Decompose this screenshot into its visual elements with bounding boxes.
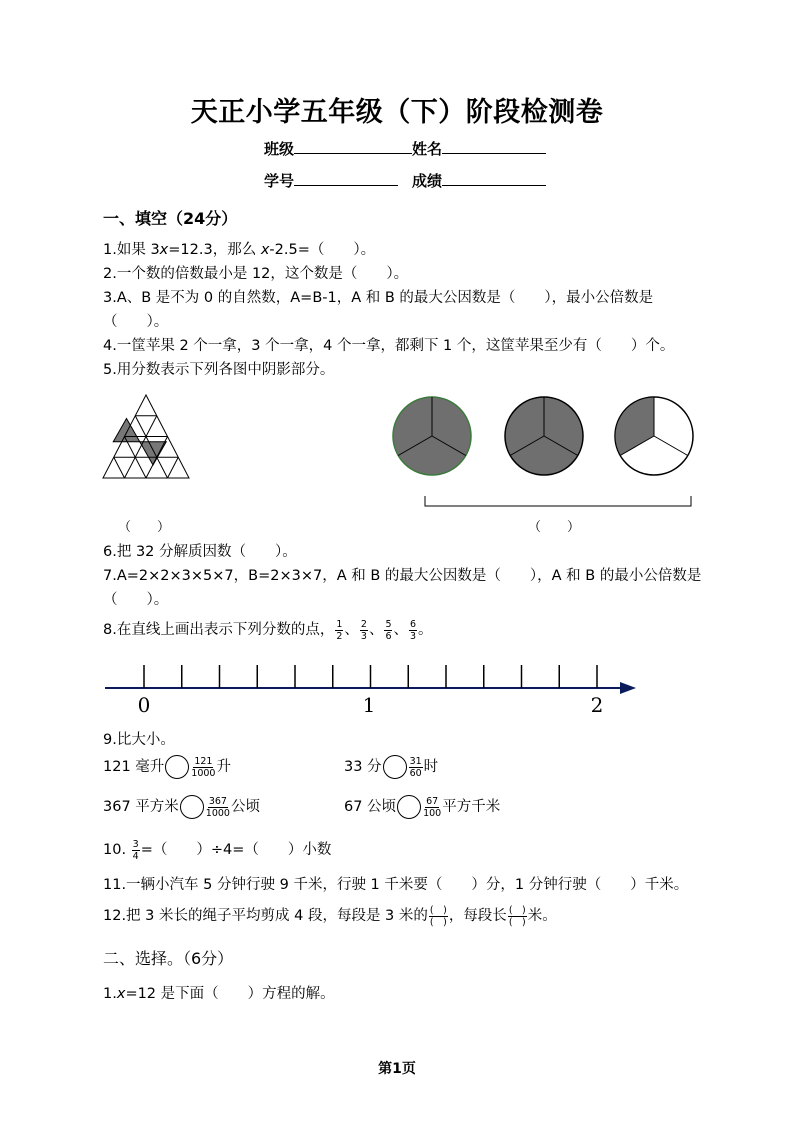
question-12: 12.把 3 米长的绳子平均剪成 4 段，每段是 3 米的 $\frac{( )}{( )}$ ，每段长 $\frac{( )}{( )}$ 米。 xyxy=(103,904,557,928)
number-line-label-0: 0 xyxy=(137,693,151,717)
triangle-figure xyxy=(100,388,192,482)
fraction-3: $\frac{5}{6}$ xyxy=(385,618,392,642)
q5-answer-left[interactable]: （ ） xyxy=(118,520,171,535)
fraction-4: $\frac{6}{3}$ xyxy=(409,618,417,642)
question-1: 1.如果 3x=12.3，那么 x-2.5=（ ）。 xyxy=(103,242,376,258)
compare-1b: 33 分 $\frac{31}{60}$ 时 xyxy=(344,755,439,779)
question-5: 5.用分数表示下列各图中阴影部分。 xyxy=(103,362,335,378)
section2-question-1: 1.x=12 是下面（ ）方程的解。 xyxy=(103,986,335,1002)
page-title: 天正小学五年级（下）阶段检测卷 xyxy=(190,97,604,128)
score-label: 成绩 xyxy=(412,172,443,190)
compare-1a: 121 毫升 $\frac{121}{1000}$ 升 xyxy=(103,755,231,779)
question-11: 11.一辆小汽车 5 分钟行驶 9 千米，行驶 1 千米要（ ）分，1 分钟行驶（ ）千米。 xyxy=(103,877,689,893)
circle-figure-3 xyxy=(612,394,696,478)
shaded-triangle-2 xyxy=(140,442,167,465)
question-3-line1: 3.A、B 是不为 0 的自然数，A=B-1，A 和 B 的最大公因数是（ ），最小公倍数是 xyxy=(103,290,654,306)
question-6: 6.把 32 分解质因数（ ）。 xyxy=(103,544,297,560)
page-number: 第1页 xyxy=(378,1061,416,1077)
name-blank[interactable] xyxy=(442,139,546,154)
question-2: 2.一个数的倍数最小是 12，这个数是（ ）。 xyxy=(103,266,409,282)
name-label: 姓名 xyxy=(412,140,443,158)
score-blank[interactable] xyxy=(442,171,546,186)
compare-2a: 367 平方米 $\frac{367}{1000}$ 公顷 xyxy=(103,795,260,819)
id-score-row xyxy=(264,170,546,191)
section2-heading: 二、选择。（6分） xyxy=(103,949,234,968)
question-7-line2: （ ）。 xyxy=(103,592,169,608)
question-4: 4.一筐苹果 2 个一拿，3 个一拿，4 个一拿，都剩下 1 个，这筐苹果至少有（ ）个。 xyxy=(103,338,675,354)
question-10: 10. $\frac{3}{4}$ =（ ）÷4=（ ）小数 xyxy=(103,838,332,862)
brace xyxy=(420,494,696,514)
fraction-1: $\frac{1}{2}$ xyxy=(336,618,343,642)
compare-circle[interactable] xyxy=(383,755,407,779)
fraction-2: $\frac{2}{3}$ xyxy=(360,618,367,642)
section1-heading: 一、填空（24分） xyxy=(103,209,238,228)
circle-figure-2 xyxy=(502,394,586,478)
class-blank[interactable] xyxy=(294,139,412,154)
compare-circle[interactable] xyxy=(165,755,189,779)
q5-answer-right[interactable]: （ ） xyxy=(528,520,581,535)
question-3-line2: （ ）。 xyxy=(103,314,169,330)
circle-figure-1 xyxy=(390,394,474,478)
compare-2b: 67 公顷 $\frac{67}{100}$ 平方千米 xyxy=(344,795,501,819)
question-8: 8.在直线上画出表示下列分数的点， $\frac{1}{2}$ 、 $\frac{2}{3}$ 、 $\frac{5}{6}$ 、 $\frac{6}{3}$ 。 xyxy=(103,618,433,642)
id-blank[interactable] xyxy=(294,171,398,186)
question-9-heading: 9.比大小。 xyxy=(103,732,175,748)
class-name-row xyxy=(264,138,546,159)
id-label: 学号 xyxy=(264,172,295,190)
number-line[interactable] xyxy=(100,660,640,720)
shaded-triangle-1 xyxy=(113,419,140,442)
class-label: 班级 xyxy=(264,140,295,158)
number-line-arrow xyxy=(620,682,636,694)
compare-circle[interactable] xyxy=(397,795,421,819)
question-7-line1: 7.A=2×2×3×5×7，B=2×3×7，A 和 B 的最大公因数是（ ），A 和 B 的最小公倍数是 xyxy=(103,568,702,584)
number-line-label-2: 2 xyxy=(590,693,604,717)
compare-circle[interactable] xyxy=(180,795,204,819)
number-line-label-1: 1 xyxy=(362,693,376,717)
